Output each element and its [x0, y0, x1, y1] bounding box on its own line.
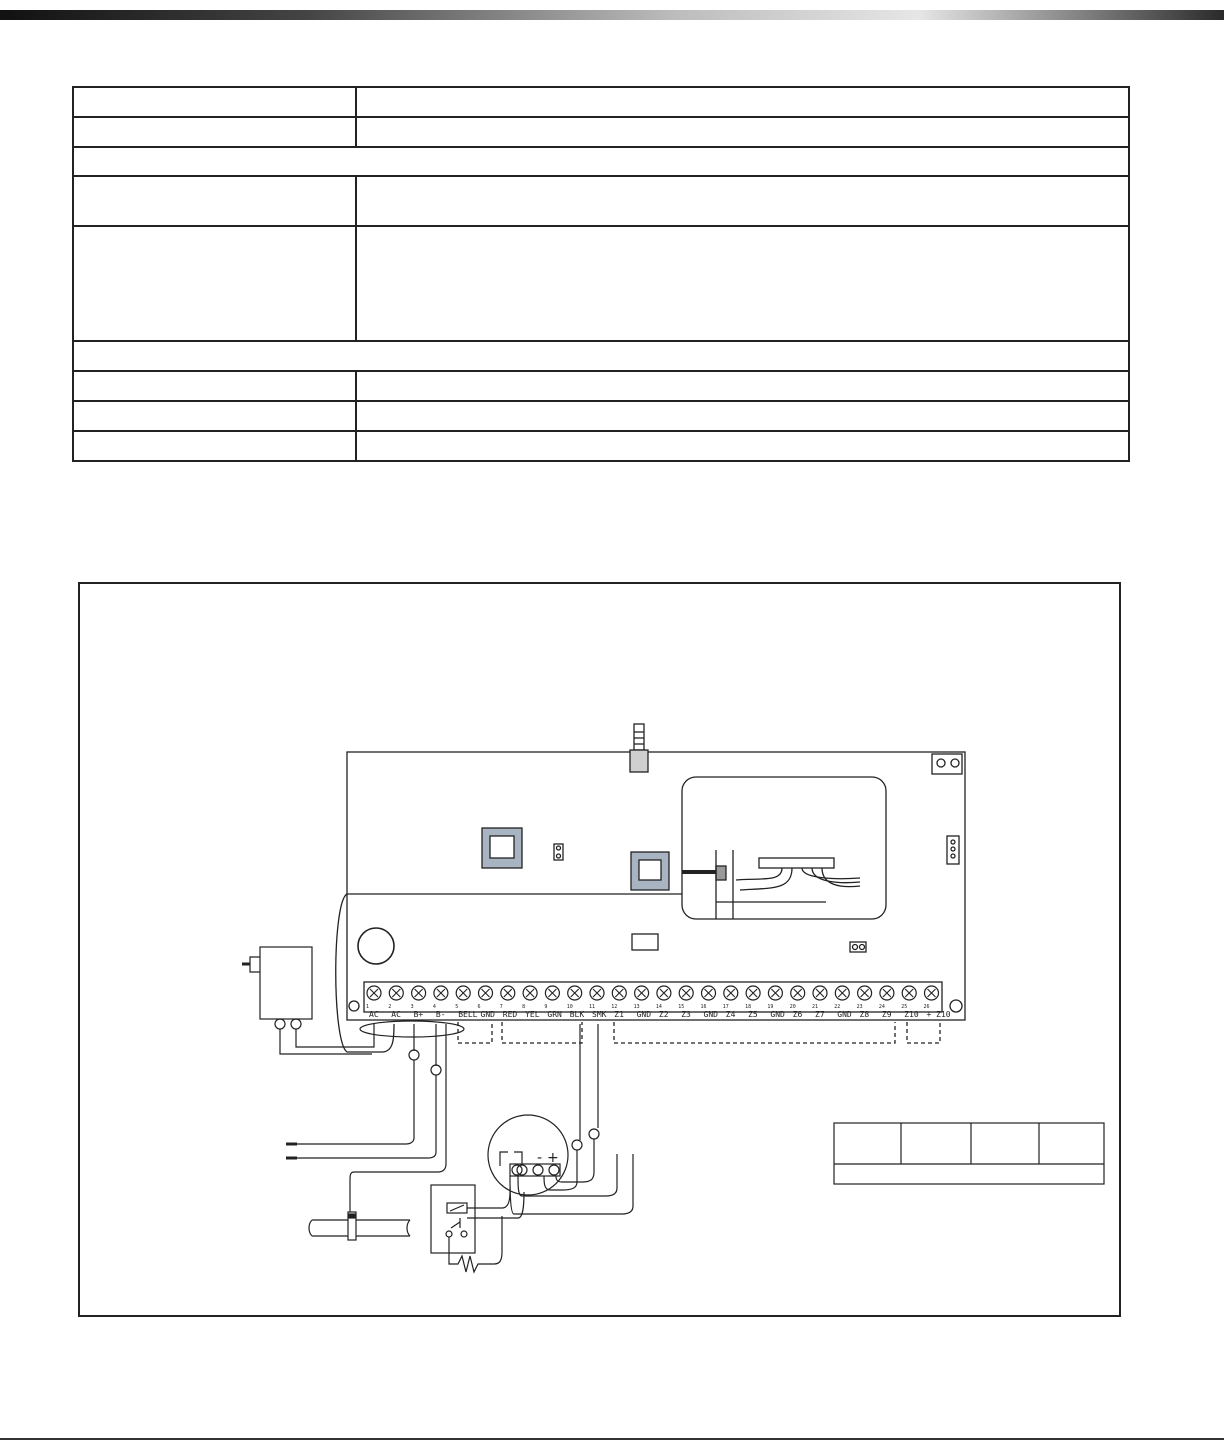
terminal-label: + Z10 — [926, 1010, 951, 1019]
table-cell-label — [73, 117, 356, 147]
speaker-buzzer — [358, 928, 394, 964]
terminal-label: AC — [391, 1010, 401, 1019]
terminal-number: 25 — [901, 1004, 908, 1010]
terminal-number: 26 — [923, 1004, 930, 1010]
table-cell-value — [356, 401, 1129, 431]
terminal-label: GND — [480, 1010, 495, 1019]
table-row — [73, 371, 1129, 401]
zones-group-bracket — [614, 1022, 895, 1043]
terminal-label: Z5 — [748, 1010, 758, 1019]
table-row — [73, 117, 1129, 147]
table-section-heading — [73, 147, 1129, 176]
antenna-connector — [634, 724, 644, 750]
terminal-number: 7 — [499, 1004, 503, 1010]
terminal-label: B- — [435, 1010, 446, 1019]
terminal-number: 3 — [410, 1004, 414, 1010]
table-cell-value — [356, 226, 1129, 341]
table-section-row — [73, 147, 1129, 176]
table-cell-value — [356, 87, 1129, 117]
terminal-number: 4 — [432, 1004, 436, 1010]
table-cell-label — [73, 176, 356, 226]
terminal-label: Z2 — [658, 1010, 669, 1019]
terminal-number: 18 — [745, 1004, 752, 1010]
detector-plus-label: + — [547, 1150, 559, 1166]
table-row — [73, 226, 1129, 341]
terminal-number: 20 — [789, 1004, 796, 1010]
wiring-diagram-figure — [78, 582, 1121, 1317]
panel-wiring-diagram — [80, 584, 1123, 1319]
ac-transformer — [260, 947, 312, 1019]
table-cell-value — [356, 176, 1129, 226]
table-cell-label — [73, 431, 356, 461]
terminal-number: 17 — [722, 1004, 729, 1010]
terminal-number: 19 — [767, 1004, 774, 1010]
terminal-number: 23 — [856, 1004, 863, 1010]
terminal-number: 24 — [878, 1004, 885, 1010]
antenna-base — [630, 750, 648, 772]
table-cell-value — [356, 371, 1129, 401]
terminal-label: Z3 — [681, 1010, 691, 1019]
terminal-label: Z4 — [725, 1010, 736, 1019]
terminal-screws — [366, 986, 951, 1019]
terminal-label: GND — [703, 1010, 718, 1019]
table-cell-label — [73, 226, 356, 341]
table-section-row — [73, 341, 1129, 371]
terminal-label: GND — [636, 1010, 652, 1019]
wire-bundle-ellipse — [360, 1021, 464, 1037]
terminal-label: Z7 — [815, 1010, 825, 1019]
table-section-heading — [73, 341, 1129, 371]
terminal-label: Z1 — [614, 1010, 624, 1019]
terminal-number: 14 — [655, 1004, 662, 1010]
terminal-label: SMK — [592, 1010, 607, 1019]
terminal-number: 10 — [566, 1004, 573, 1010]
terminal-label: YEL — [525, 1010, 540, 1019]
terminal-label: GND — [770, 1010, 785, 1019]
terminal-number: 22 — [834, 1004, 841, 1010]
terminal-number: 21 — [812, 1004, 819, 1010]
detector-minus-label: - — [537, 1150, 543, 1166]
footer-rule — [0, 1438, 1224, 1440]
terminal-label: BLK — [569, 1010, 585, 1019]
terminal-number: 12 — [611, 1004, 618, 1010]
keypad-group-bracket — [502, 1022, 582, 1043]
terminal-label: Z8 — [859, 1010, 870, 1019]
reference-table — [834, 1123, 1104, 1184]
zone10-group-bracket — [907, 1022, 940, 1043]
terminal-number: 2 — [388, 1004, 392, 1010]
table-row — [73, 87, 1129, 117]
terminal-label: BELL — [458, 1010, 478, 1019]
terminal-label: Z9 — [881, 1010, 892, 1019]
terminal-label: GND — [837, 1010, 852, 1019]
terminal-number: 9 — [544, 1004, 548, 1010]
terminal-label: Z6 — [792, 1010, 803, 1019]
table-row — [73, 431, 1129, 461]
table-row — [73, 176, 1129, 226]
terminal-number: 15 — [678, 1004, 685, 1010]
terminal-label: AC — [369, 1010, 379, 1019]
table-cell-label — [73, 371, 356, 401]
ground-pipe — [312, 1220, 410, 1236]
terminal-label: GRN — [547, 1010, 562, 1019]
communicator-module-inset — [682, 777, 886, 919]
terminal-label: RED — [502, 1010, 518, 1019]
terminal-number: 5 — [455, 1004, 459, 1010]
terminal-number: 1 — [366, 1004, 370, 1010]
terminal-number: 16 — [700, 1004, 707, 1010]
table-cell-label — [73, 401, 356, 431]
table-cell-value — [356, 117, 1129, 147]
terminal-label: Z10 — [904, 1010, 919, 1019]
table-cell-value — [356, 431, 1129, 461]
terminal-number: 6 — [477, 1004, 481, 1010]
terminal-strip — [364, 982, 942, 1012]
terminal-label: B+ — [413, 1010, 424, 1019]
relay-module — [431, 1185, 475, 1253]
table-cell-label — [73, 87, 356, 117]
bell-group-bracket — [458, 1022, 492, 1043]
table-row — [73, 401, 1129, 431]
terminal-number: 13 — [633, 1004, 640, 1010]
header-gradient-bar — [0, 10, 1224, 20]
specifications-table — [72, 86, 1130, 462]
terminal-number: 8 — [522, 1004, 526, 1010]
terminal-number: 11 — [589, 1004, 596, 1010]
